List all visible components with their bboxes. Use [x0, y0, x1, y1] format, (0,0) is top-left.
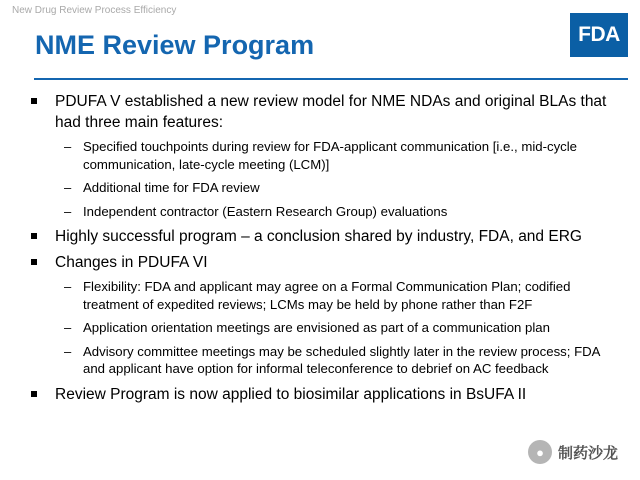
sub-bullet-item [55, 343, 623, 378]
sub-bullet-text: Independent contractor (Eastern Research Group) evaluations [83, 203, 448, 219]
fda-logo [570, 13, 628, 57]
bullet-text: Changes in PDUFA VI [55, 254, 208, 271]
bullet-item [28, 91, 623, 133]
sub-bullet-item [55, 179, 623, 197]
fda-logo-text: FDA [578, 23, 620, 46]
dash-bullet-icon: – [64, 139, 72, 154]
bullet-text: Review Program is now applied to biosimilar applications in BsUFA II [55, 385, 527, 403]
bullet-item [28, 252, 623, 273]
sub-bullet-text: Advisory committee meetings may be scheduled slightly later in the review process; FDA and applicant have option for informal teleconference to debrief on AC feedback [83, 343, 600, 376]
sub-bullet-text: Additional time for FDA review [83, 180, 260, 195]
sub-bullet-text: Application orientation meetings are envisioned as part of a communication plan [83, 320, 550, 335]
sub-bullet-item [55, 278, 623, 313]
bullet-text: Highly successful program – a conclusion shared by industry, FDA, and ERG [55, 228, 582, 245]
dash-bullet-icon: – [64, 203, 72, 219]
bullet-text: PDUFA V established a new review model for NME NDAs and original BLAs that had three main features: [55, 93, 607, 131]
sub-bullet-text: Flexibility: FDA and applicant may agree on a Formal Communication Plan; codified treatment of expedited reviews; LCMs may be held by phone rather than F2F [83, 279, 571, 312]
dash-bullet-icon: – [64, 279, 72, 294]
dash-bullet-icon: – [64, 320, 72, 335]
sub-bullet-item [55, 203, 623, 221]
square-bullet-icon [31, 259, 37, 265]
slide-title: NME Review Program [35, 30, 315, 60]
square-bullet-icon [31, 391, 37, 397]
watermark-text: 制药沙龙 [558, 444, 619, 462]
title-divider [34, 78, 628, 80]
sub-bullet-text: Specified touchpoints during review for FDA-applicant communication [i.e., mid-cycle communication, late-cycle meeting (LCM)] [83, 139, 578, 172]
header-label: New Drug Review Process Efficiency [12, 5, 177, 16]
bullet-item [28, 226, 623, 247]
bullet-item [28, 384, 623, 405]
watermark [528, 440, 618, 464]
dash-bullet-icon: – [64, 180, 72, 195]
sub-bullet-item [55, 319, 623, 337]
wechat-icon: ● [528, 440, 552, 464]
dash-bullet-icon: – [64, 343, 72, 359]
square-bullet-icon [31, 233, 37, 239]
sub-bullet-item [55, 138, 623, 173]
square-bullet-icon [31, 98, 37, 104]
bullet-list [28, 91, 623, 410]
